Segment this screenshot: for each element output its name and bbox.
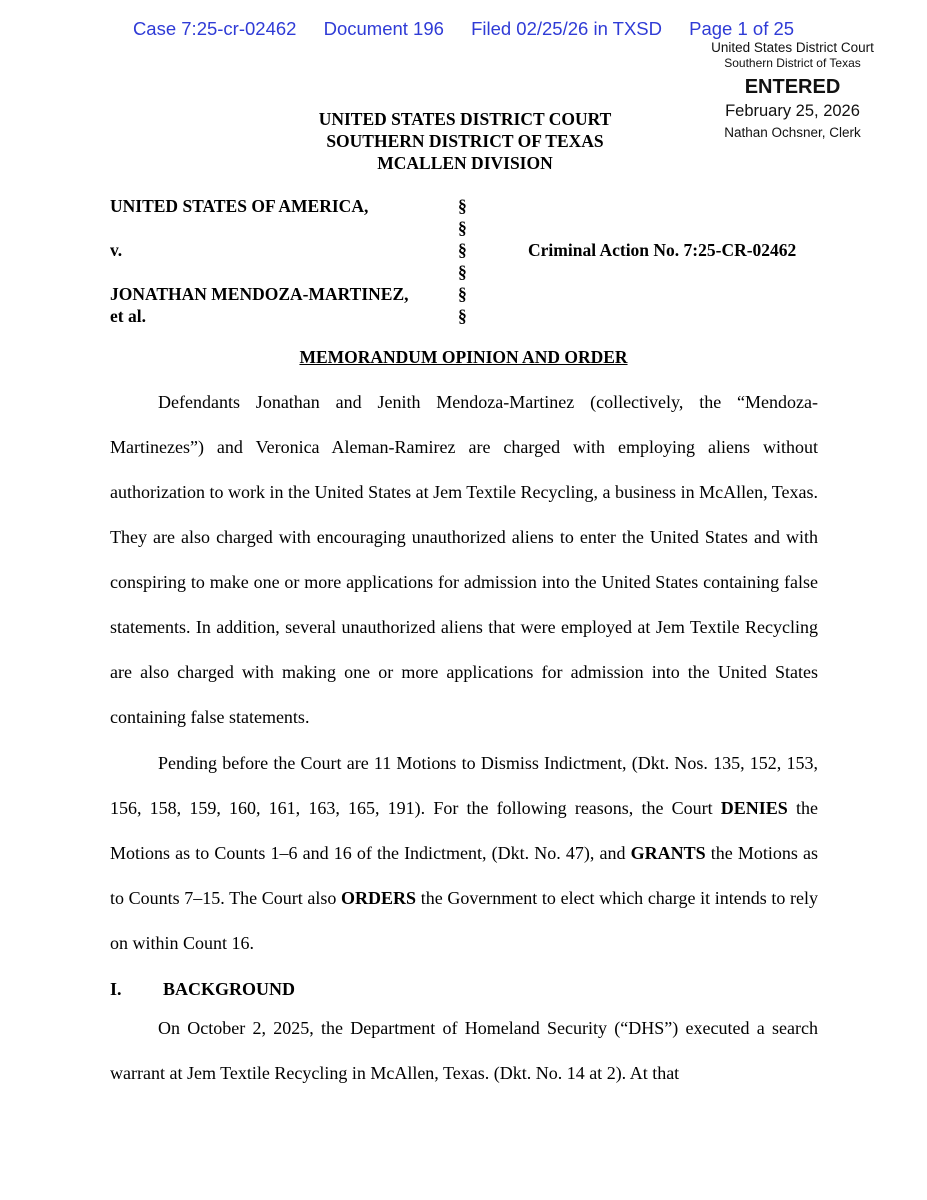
document-number: Document 196 <box>323 18 444 39</box>
stamp-status: ENTERED <box>744 76 841 98</box>
section-symbol: § <box>458 284 467 304</box>
section-symbol: § <box>458 262 467 282</box>
section-symbol: § <box>458 218 467 238</box>
section-symbol: § <box>458 306 467 326</box>
section-symbol: § <box>458 196 467 216</box>
stamp-court: United States District Court <box>711 40 874 55</box>
orders-ruling: ORDERS <box>341 888 417 908</box>
denies-ruling: DENIES <box>720 798 788 818</box>
entered-stamp <box>690 40 895 144</box>
court-heading <box>290 108 640 174</box>
caption-versus: v. <box>110 240 123 260</box>
stamp-clerk: Nathan Ochsner, Clerk <box>724 125 861 140</box>
section-heading-background <box>110 970 295 1008</box>
grants-ruling: GRANTS <box>630 843 706 863</box>
caption-section-column <box>458 195 478 327</box>
caption-parties <box>110 195 450 327</box>
body-paragraph-1: Defendants Jonathan and Jenith Mendoza-Martinez (collectively, the “Mendoza-Martinezes”) and Veronica Aleman-Ramirez are charged with employing aliens without authorization to work in the United States at Jem Textile Recycling, a business in McAllen, Texas. They are also charged with encouraging unauthorized aliens to enter the United States and with conspiring to make one or more applications for admission into the United States containing false statements. In addition, several unauthorized aliens that were employed at Jem Textile Recycling are also charged with making one or more applications for admission into the United States containing false statements. <box>110 392 818 727</box>
section-number: I. <box>110 979 122 999</box>
document-title: MEMORANDUM OPINION AND ORDER <box>299 347 628 367</box>
body-paragraph-3: On October 2, 2025, the Department of Homeland Security (“DHS”) executed a search warrant at Jem Textile Recycling in McAllen, Texas. (Dkt. No. 14 at 2). At that <box>110 1018 818 1083</box>
stamp-date: February 25, 2026 <box>725 102 860 120</box>
section-symbol: § <box>458 240 467 260</box>
section-title: BACKGROUND <box>163 979 296 999</box>
caption-defendant-suffix: et al. <box>110 306 146 326</box>
court-division: MCALLEN DIVISION <box>377 153 553 173</box>
filing-header <box>0 18 927 40</box>
criminal-action-number: Criminal Action No. 7:25-CR-02462 <box>528 240 797 260</box>
filed-date: Filed 02/25/26 in TXSD <box>471 18 662 39</box>
page-indicator: Page 1 of 25 <box>689 18 795 39</box>
body-paragraph-2: Pending before the Court are 11 Motions to Dismiss Indictment, (Dkt. Nos. 135, 152, 153, 156, 158, 159, 160, 161, 163, 165, 191). For the following reasons, the Court DENIES the Motions as to Counts 1–6 and 16 of the Indictment, (Dkt. No. 47), and GRANTS the Motions as to Counts 7–15. The Court also ORDERS the Government to elect which charge it intends to rely on within Count 16. <box>110 753 819 953</box>
stamp-district: Southern District of Texas <box>724 56 861 70</box>
case-number: Case 7:25-cr-02462 <box>132 18 297 39</box>
court-district: SOUTHERN DISTRICT OF TEXAS <box>326 131 604 151</box>
caption-plaintiff: UNITED STATES OF AMERICA, <box>110 196 369 216</box>
court-name: UNITED STATES DISTRICT COURT <box>318 109 612 129</box>
caption-defendant: JONATHAN MENDOZA-MARTINEZ, <box>110 284 409 304</box>
